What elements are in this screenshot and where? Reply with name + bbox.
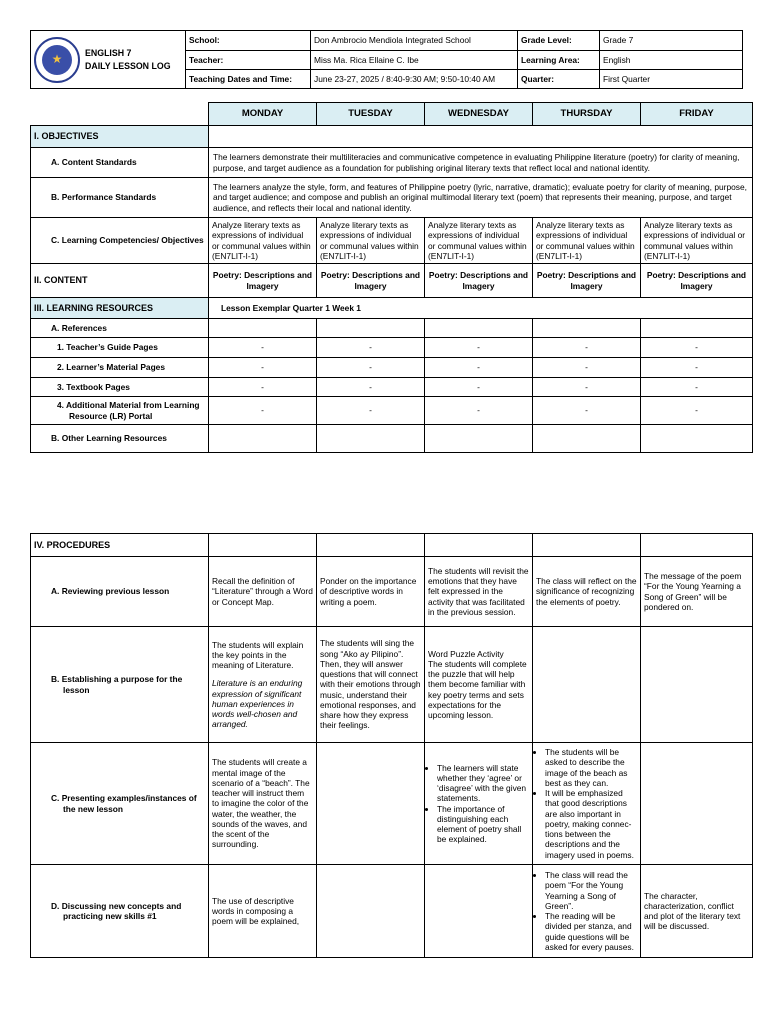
discussing-thursday-list bbox=[536, 870, 637, 952]
deped-seal-icon: ★ bbox=[34, 37, 80, 83]
procedures-blank-5 bbox=[641, 534, 753, 557]
quarter-label: Quarter: bbox=[518, 70, 600, 89]
purpose-monday bbox=[209, 627, 317, 743]
procedures-blank-1 bbox=[209, 534, 317, 557]
reviewing-tuesday: Ponder on the importance of descriptive words in writing a poem. bbox=[317, 557, 425, 627]
additional-material-wednesday: - bbox=[425, 397, 533, 425]
header-table bbox=[30, 30, 743, 89]
corner-cell bbox=[31, 103, 209, 126]
teacher-guide-label: 1. Teacher’s Guide Pages bbox=[31, 338, 209, 358]
presenting-thursday-item: • The students will be asked to describe the image of the beach as best as they can. bbox=[545, 747, 637, 788]
presenting-tuesday bbox=[317, 743, 425, 865]
discussing-thursday-item: • The reading will be divided per stanza, and guide questions will be asked for every pauses. bbox=[545, 911, 637, 952]
resources-heading: III. LEARNING RESOURCES bbox=[31, 298, 209, 319]
additional-material-friday: - bbox=[641, 397, 753, 425]
presenting-thursday-item: • It will be emphasized that good descriptions are also important in poetry, making connec-tions between the descriptions and the imagery used in poems. bbox=[545, 788, 637, 860]
presenting-thursday-list bbox=[536, 747, 637, 860]
discussing-thursday-item: • The class will read the poem “For the Young Yearning a Song of Green”. bbox=[545, 870, 637, 911]
quarter-value: First Quarter bbox=[600, 70, 743, 89]
additional-material-monday: - bbox=[209, 397, 317, 425]
presenting-wednesday bbox=[425, 743, 533, 865]
competencies-thursday: Analyze literary texts as expressions of individual or communal values within (EN7LIT-I-1) bbox=[533, 218, 641, 264]
purpose-thursday bbox=[533, 627, 641, 743]
textbook-tuesday: - bbox=[317, 378, 425, 397]
competencies-wednesday: Analyze literary texts as expressions of individual or communal values within (EN7LIT-I-1) bbox=[425, 218, 533, 264]
textbook-label: 3. Textbook Pages bbox=[31, 378, 209, 397]
content-heading: II. CONTENT bbox=[31, 264, 209, 298]
additional-material-label bbox=[31, 397, 209, 425]
teacher-guide-wednesday: - bbox=[425, 338, 533, 358]
references-thursday bbox=[533, 319, 641, 338]
references-tuesday bbox=[317, 319, 425, 338]
school-value: Don Ambrocio Mendiola Integrated School bbox=[311, 31, 518, 51]
content-monday: Poetry: Descriptions and Imagery bbox=[209, 264, 317, 298]
day-header-tuesday: TUESDAY bbox=[317, 103, 425, 126]
presenting-label-text: C. Presenting examples/instances of the new lesson bbox=[51, 793, 197, 814]
other-resources-label: B. Other Learning Resources bbox=[31, 425, 209, 453]
purpose-wednesday bbox=[425, 627, 533, 743]
competencies-label-text: C. Learning Competencies/ Objectives bbox=[51, 235, 204, 246]
purpose-label-text: B. Establishing a purpose for the lesson bbox=[51, 674, 183, 695]
day-header-thursday: THURSDAY bbox=[533, 103, 641, 126]
reviewing-wednesday: The students will revisit the emotions that they have felt expressed in the activity that was facilitated in the previous session. bbox=[425, 557, 533, 627]
reviewing-friday: The message of the poem “For the Young Yearning a Song of Green” will be pondered on. bbox=[641, 557, 753, 627]
content-friday: Poetry: Descriptions and Imagery bbox=[641, 264, 753, 298]
discussing-tuesday bbox=[317, 865, 425, 958]
procedures-heading: IV. PROCEDURES bbox=[31, 534, 209, 557]
learner-material-wednesday: - bbox=[425, 358, 533, 378]
school-label: School: bbox=[186, 31, 311, 51]
purpose-tuesday: The students will sing the song “Ako ay Pilipino”. Then, they will answer questions that will connect with their emotions through music, understand their emotional responses, and share how they express their feelings. bbox=[317, 627, 425, 743]
grade-value: Grade 7 bbox=[600, 31, 743, 51]
area-value: English bbox=[600, 51, 743, 70]
procedures-table bbox=[30, 533, 753, 958]
references-friday bbox=[641, 319, 753, 338]
other-resources-wednesday bbox=[425, 425, 533, 453]
reviewing-label: A. Reviewing previous lesson bbox=[31, 557, 209, 627]
presenting-monday: The students will create a mental image of the scenario of a “beach”. The teacher will instruct them to imagine the color of the water, the weather, the sounds of the waves, and the scent of the surrounding. bbox=[209, 743, 317, 865]
reviewing-thursday: The class will reflect on the significance of recognizing the elements of poetry. bbox=[533, 557, 641, 627]
additional-material-tuesday: - bbox=[317, 397, 425, 425]
resources-heading-value: Lesson Exemplar Quarter 1 Week 1 bbox=[209, 298, 753, 319]
competencies-tuesday: Analyze literary texts as expressions of individual or communal values within (EN7LIT-I-1) bbox=[317, 218, 425, 264]
procedures-blank-3 bbox=[425, 534, 533, 557]
discussing-monday: The use of descriptive words in composing a poem will be explained, bbox=[209, 865, 317, 958]
presenting-thursday bbox=[533, 743, 641, 865]
dates-label: Teaching Dates and Time: bbox=[186, 70, 311, 89]
learner-material-thursday: - bbox=[533, 358, 641, 378]
content-wednesday: Poetry: Descriptions and Imagery bbox=[425, 264, 533, 298]
header-title-line1: ENGLISH 7 bbox=[85, 48, 132, 59]
other-resources-monday bbox=[209, 425, 317, 453]
header-title-line2: DAILY LESSON LOG bbox=[85, 60, 171, 71]
presenting-friday bbox=[641, 743, 753, 865]
other-resources-thursday bbox=[533, 425, 641, 453]
grade-label: Grade Level: bbox=[518, 31, 600, 51]
objectives-heading: I. OBJECTIVES bbox=[31, 126, 209, 148]
lesson-log-table bbox=[30, 102, 753, 453]
teacher-value: Miss Ma. Rica Ellaine C. Ibe bbox=[311, 51, 518, 70]
objectives-heading-blank bbox=[209, 126, 753, 148]
procedures-blank-2 bbox=[317, 534, 425, 557]
day-header-friday: FRIDAY bbox=[641, 103, 753, 126]
competencies-monday: Analyze literary texts as expressions of individual or communal values within (EN7LIT-I-1) bbox=[209, 218, 317, 264]
additional-material-label-text: 4. Additional Material from Learning Resource (LR) Portal bbox=[57, 400, 200, 421]
learner-material-tuesday: - bbox=[317, 358, 425, 378]
performance-standards-text: The learners analyze the style, form, and features of Philippine poetry (lyric, narrative, dramatic); evaluate poetry for clarity of meaning, purpose, and target audience; and compose and publish an original multimodal literary text (poem) that represents their meaning, purpose, and target audience, and reflects their local and national identity. bbox=[209, 178, 753, 218]
purpose-monday-text: The students will explain the key points in the meaning of Literature. bbox=[212, 639, 304, 670]
presenting-label bbox=[31, 743, 209, 865]
reviewing-monday: Recall the definition of “Literature” through a Word or Concept Map. bbox=[209, 557, 317, 627]
textbook-thursday: - bbox=[533, 378, 641, 397]
learner-material-label: 2. Learner’s Material Pages bbox=[31, 358, 209, 378]
learner-material-friday: - bbox=[641, 358, 753, 378]
references-monday bbox=[209, 319, 317, 338]
content-standards-text: The learners demonstrate their multiliteracies and communicative competence in evaluating Philippine literature (poetry) for clarity of meaning, purpose, and target audience as a foundation for publishing original literary texts that reflect local and national identity. bbox=[209, 148, 753, 178]
other-resources-tuesday bbox=[317, 425, 425, 453]
content-standards-label: A. Content Standards bbox=[31, 148, 209, 178]
teacher-guide-friday: - bbox=[641, 338, 753, 358]
additional-material-thursday: - bbox=[533, 397, 641, 425]
procedures-blank-4 bbox=[533, 534, 641, 557]
teacher-guide-monday: - bbox=[209, 338, 317, 358]
references-wednesday bbox=[425, 319, 533, 338]
discussing-thursday bbox=[533, 865, 641, 958]
purpose-wednesday-text: The students will complete the puzzle that will help them become familiar with key poetry terms and sets expectations for the upcoming lesson. bbox=[428, 658, 527, 721]
presenting-wednesday-item: • The importance of distinguishing each element of poetry shall be explained. bbox=[437, 804, 529, 845]
references-label: A. References bbox=[31, 319, 209, 338]
textbook-wednesday: - bbox=[425, 378, 533, 397]
purpose-label bbox=[31, 627, 209, 743]
presenting-wednesday-item: • The learners will state whether they ‘agree’ or ‘disagree’ with the given statements. bbox=[437, 763, 529, 804]
day-header-monday: MONDAY bbox=[209, 103, 317, 126]
purpose-wednesday-title: Word Puzzle Activity bbox=[428, 648, 504, 659]
competencies-friday: Analyze literary texts as expressions of individual or communal values within (EN7LIT-I-1) bbox=[641, 218, 753, 264]
content-thursday: Poetry: Descriptions and Imagery bbox=[533, 264, 641, 298]
content-tuesday: Poetry: Descriptions and Imagery bbox=[317, 264, 425, 298]
other-resources-friday bbox=[641, 425, 753, 453]
teacher-guide-tuesday: - bbox=[317, 338, 425, 358]
discussing-wednesday bbox=[425, 865, 533, 958]
performance-standards-label: B. Performance Standards bbox=[31, 178, 209, 218]
discussing-label-text: D. Discussing new concepts and practicing new skills #1 bbox=[51, 900, 182, 921]
dates-value: June 23-27, 2025 / 8:40-9:30 AM; 9:50-10:40 AM bbox=[311, 70, 518, 89]
presenting-wednesday-list bbox=[428, 763, 529, 845]
header-logo-cell bbox=[31, 31, 186, 89]
purpose-friday bbox=[641, 627, 753, 743]
discussing-label bbox=[31, 865, 209, 958]
teacher-guide-thursday: - bbox=[533, 338, 641, 358]
competencies-label bbox=[31, 218, 209, 264]
learner-material-monday: - bbox=[209, 358, 317, 378]
discussing-friday: The character, characterization, conflict and plot of the literary text will be discussed. bbox=[641, 865, 753, 958]
textbook-friday: - bbox=[641, 378, 753, 397]
day-header-wednesday: WEDNESDAY bbox=[425, 103, 533, 126]
purpose-monday-definition: Literature is an enduring expression of significant human experiences in words well-chosen and arranged. bbox=[212, 678, 303, 730]
textbook-monday: - bbox=[209, 378, 317, 397]
teacher-label: Teacher: bbox=[186, 51, 311, 70]
area-label: Learning Area: bbox=[518, 51, 600, 70]
